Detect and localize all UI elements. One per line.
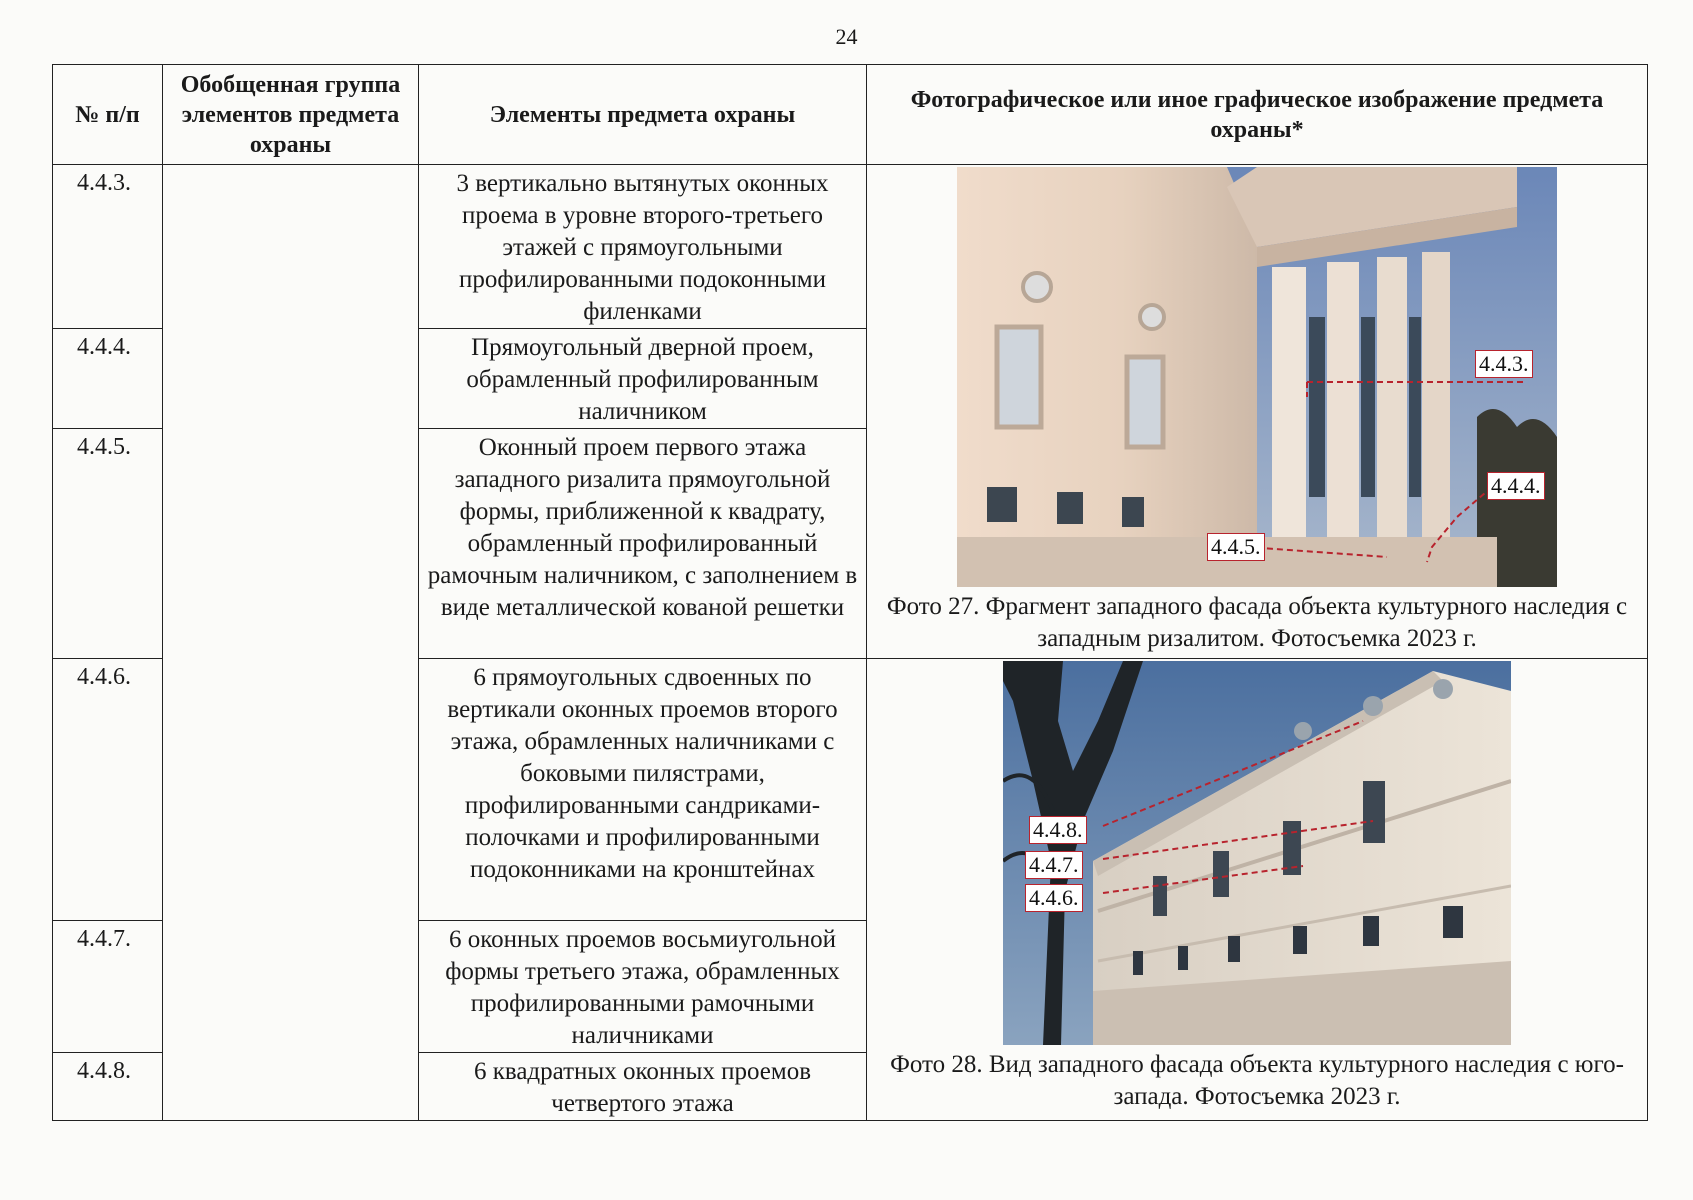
header-elements: Элементы предмета охраны [419, 65, 867, 165]
row-num: 4.4.3. [53, 165, 163, 329]
row-element-text: 3 вертикально вытянутых оконных проема в уровне второго-третьего этажей с прямоугольными профилированными подоконными филенками [419, 165, 867, 329]
page-number: 24 [835, 24, 858, 49]
row-num: 4.4.7. [53, 921, 163, 1053]
photo-label: 4.4.5. [1207, 533, 1265, 561]
facade-photo-27-image [957, 167, 1557, 587]
row-num: 4.4.8. [53, 1053, 163, 1121]
row-element-text: 6 квадратных оконных проемов четвертого этажа [419, 1053, 867, 1121]
photo-label: 4.4.7. [1025, 851, 1083, 879]
header-group: Обобщенная группа элементов предмета охраны [163, 65, 419, 165]
header-num: № п/п [53, 65, 163, 165]
row-element-text: Прямоугольный дверной проем, обрамленный профилированным наличником [419, 329, 867, 429]
group-cell [163, 165, 419, 1121]
protection-elements-table [52, 64, 1648, 1121]
row-element-text: 6 прямоугольных сдвоенных по вертикали оконных проемов второго этажа, обрамленных наличниками с боковыми пилястрами, профилированными сандриками-полочками и профилированными подоконниками на кронштейнах [419, 659, 867, 921]
photo-cell-27 [867, 165, 1648, 659]
header-image: Фотографическое или иное графическое изображение предмета охраны* [867, 65, 1648, 165]
row-element-text: 6 оконных проемов восьмиугольной формы третьего этажа, обрамленных профилированными рамочными наличниками [419, 921, 867, 1053]
row-num: 4.4.6. [53, 659, 163, 921]
photo-28 [1003, 661, 1511, 1045]
photo-caption: Фото 27. Фрагмент западного фасада объекта культурного наследия с западным ризалитом. Фотосъемка 2023 г. [886, 593, 1628, 652]
photo-cell-28 [867, 659, 1648, 1121]
row-element-text: Оконный проем первого этажа западного ризалита прямоугольной формы, приближенной к квадрату, обрамленный профилированный рамочным наличником, с заполнением в виде металлической кованой решетки [419, 429, 867, 659]
photo-label: 4.4.3. [1475, 350, 1533, 378]
photo-label: 4.4.8. [1029, 816, 1087, 844]
row-num: 4.4.4. [53, 329, 163, 429]
row-num: 4.4.5. [53, 429, 163, 659]
table-header-row [53, 65, 1648, 165]
photo-label: 4.4.6. [1025, 884, 1083, 912]
photo-label: 4.4.4. [1487, 472, 1545, 500]
photo-27 [957, 167, 1557, 587]
photo-caption: Фото 28. Вид западного фасада объекта культурного наследия с юго-запада. Фотосъемка 2023 г. [890, 1051, 1624, 1110]
table-row [53, 165, 1648, 329]
